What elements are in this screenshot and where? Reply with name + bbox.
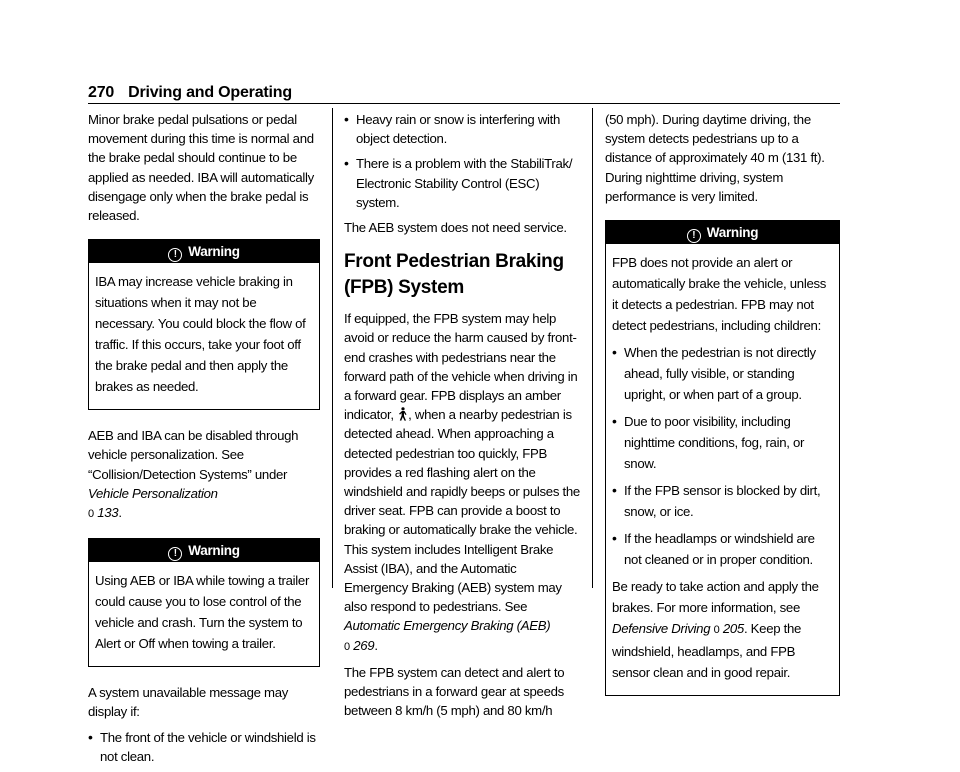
warning-circle-icon: ! <box>168 547 182 561</box>
unavailable-intro: A system unavailable message may display if: <box>88 685 289 720</box>
page-number: 270 <box>88 84 115 101</box>
section-title: Driving and Operating <box>128 84 292 101</box>
disable-paragraph: AEB and IBA can be disabled through vehicle personalization. See “Collision/Detection Systems” under Vehicle Personalization 0 133. <box>88 428 299 521</box>
header-rule <box>88 103 840 104</box>
bullet-item: • When the pedestrian is not directly ahead, fully visible, or standing upright, or when part of a group. <box>612 342 833 405</box>
bullet-item: • If the headlamps or windshield are not cleaned or in proper condition. <box>612 528 833 570</box>
bullet-item: • There is a problem with the StabiliTrak/ Electronic Stability Control (ESC) system. <box>344 154 580 212</box>
warning-header: ! Warning <box>89 539 319 562</box>
warning-body: Using AEB or IBA while towing a trailer could cause you to lose control of the vehicle and crash. Turn the system to Alert or Off when towing a trailer. <box>95 573 310 652</box>
warning-header: ! Warning <box>606 221 839 244</box>
warning-box-2 <box>88 538 320 667</box>
page-ref-arrow-icon: 0 <box>713 624 720 637</box>
iba-intro-paragraph: Minor brake pedal pulsations or pedal movement during this time is normal and the brake pedal should continue to be applied as needed. IBA will automatically disengage only when the brake pedal is released. <box>88 112 314 224</box>
warning-body: IBA may increase vehicle braking in situations when it may not be necessary. You could block the flow of traffic. If this occurs, take your foot off the brake pedal and then apply the brakes as needed. <box>95 274 306 395</box>
fpb-description-paragraph: If equipped, the FPB system may help avoid or reduce the harm caused by front-end crashes with pedestrians near the forward path of the vehicle when driving in a forward gear. FPB displays an amber indicator, , when a nearby pedestrian is detected ahead. When approaching a detected pedestrian too quickly, FPB provides a red flashing alert on the windshield and rapidly beeps or pulses the driver seat. FPB can provide a boost to braking or automatically brake the vehicle. This system includes Intelligent Brake Assist (IBA), and the Automatic Emergency Braking (AEB) system may also respond to pedestrians. See Automatic Emergency Braking (AEB) 0 269. <box>344 311 580 653</box>
xref-defensive-driving[interactable]: Defensive Driving <box>612 621 711 637</box>
page-ref-arrow-icon: 0 <box>88 508 94 521</box>
bullet-item: • Heavy rain or snow is interfering with object detection. <box>344 110 580 148</box>
column-2 <box>344 110 580 726</box>
page-ref[interactable]: 0 205 <box>713 621 744 637</box>
warning-circle-icon: ! <box>687 229 701 243</box>
warning-box-3 <box>605 220 840 696</box>
fpb-speed-paragraph: The FPB system can detect and alert to pedestrians in a forward gear at speeds between 8 km/h (5 mph) and 80 km/h <box>344 664 565 719</box>
bullet-item: • The front of the vehicle or windshield is not clean. <box>88 728 320 766</box>
page-ref[interactable]: 0 133 <box>88 505 119 521</box>
column-1 <box>88 110 320 772</box>
warning-body: FPB does not provide an alert or automatically brake the vehicle, unless it detects a pedestrian. FPB may not detect pedestrians, including children: • When the pedestrian is not directly ahead, fully visible, or standing upright, or when part of a group. • Due to poor visibility, including nighttime conditions, fog, rain, or snow. • If the FPB sensor is blocked by dirt, snow, or ice. • If the headlamps or windshield are not cleaned or in proper condition. Be ready to take action and apply the brakes. For more information, see Defensive Driving 0 205. Keep the windshield, headlamps, and FPB sensor clean and in good repair. <box>606 244 839 695</box>
column-separator <box>592 108 593 588</box>
xref-aeb[interactable]: Automatic Emergency Braking (AEB) <box>344 618 551 634</box>
warning-outro: Be ready to take action and apply the brakes. For more information, see Defensive Driving 0 205. Keep the windshield, headlamps, and FPB sensor clean and in good repair. <box>612 579 819 681</box>
no-service-paragraph: The AEB system does not need service. <box>344 220 567 236</box>
xref-vehicle-personalization[interactable]: Vehicle Personalization <box>88 485 218 501</box>
warning-circle-icon: ! <box>168 248 182 262</box>
bullet-item: • Due to poor visibility, including nighttime conditions, fog, rain, or snow. <box>612 411 833 474</box>
warning-box-1 <box>88 239 320 410</box>
warning-header: ! Warning <box>89 240 319 263</box>
column-separator <box>332 108 333 588</box>
section-heading: Front Pedestrian Braking (FPB) System <box>344 251 564 299</box>
page-ref[interactable]: 0 269 <box>344 637 375 653</box>
column-3 <box>605 110 840 712</box>
pedestrian-icon <box>397 407 408 421</box>
bullet-item: • If the FPB sensor is blocked by dirt, snow, or ice. <box>612 480 833 522</box>
page-header <box>88 84 292 102</box>
fpb-continue-paragraph: (50 mph). During daytime driving, the system detects pedestrians up to a distance of approximately 40 m (131 ft). During nighttime driving, system performance is very limited. <box>605 112 825 204</box>
page-ref-arrow-icon: 0 <box>344 640 350 653</box>
